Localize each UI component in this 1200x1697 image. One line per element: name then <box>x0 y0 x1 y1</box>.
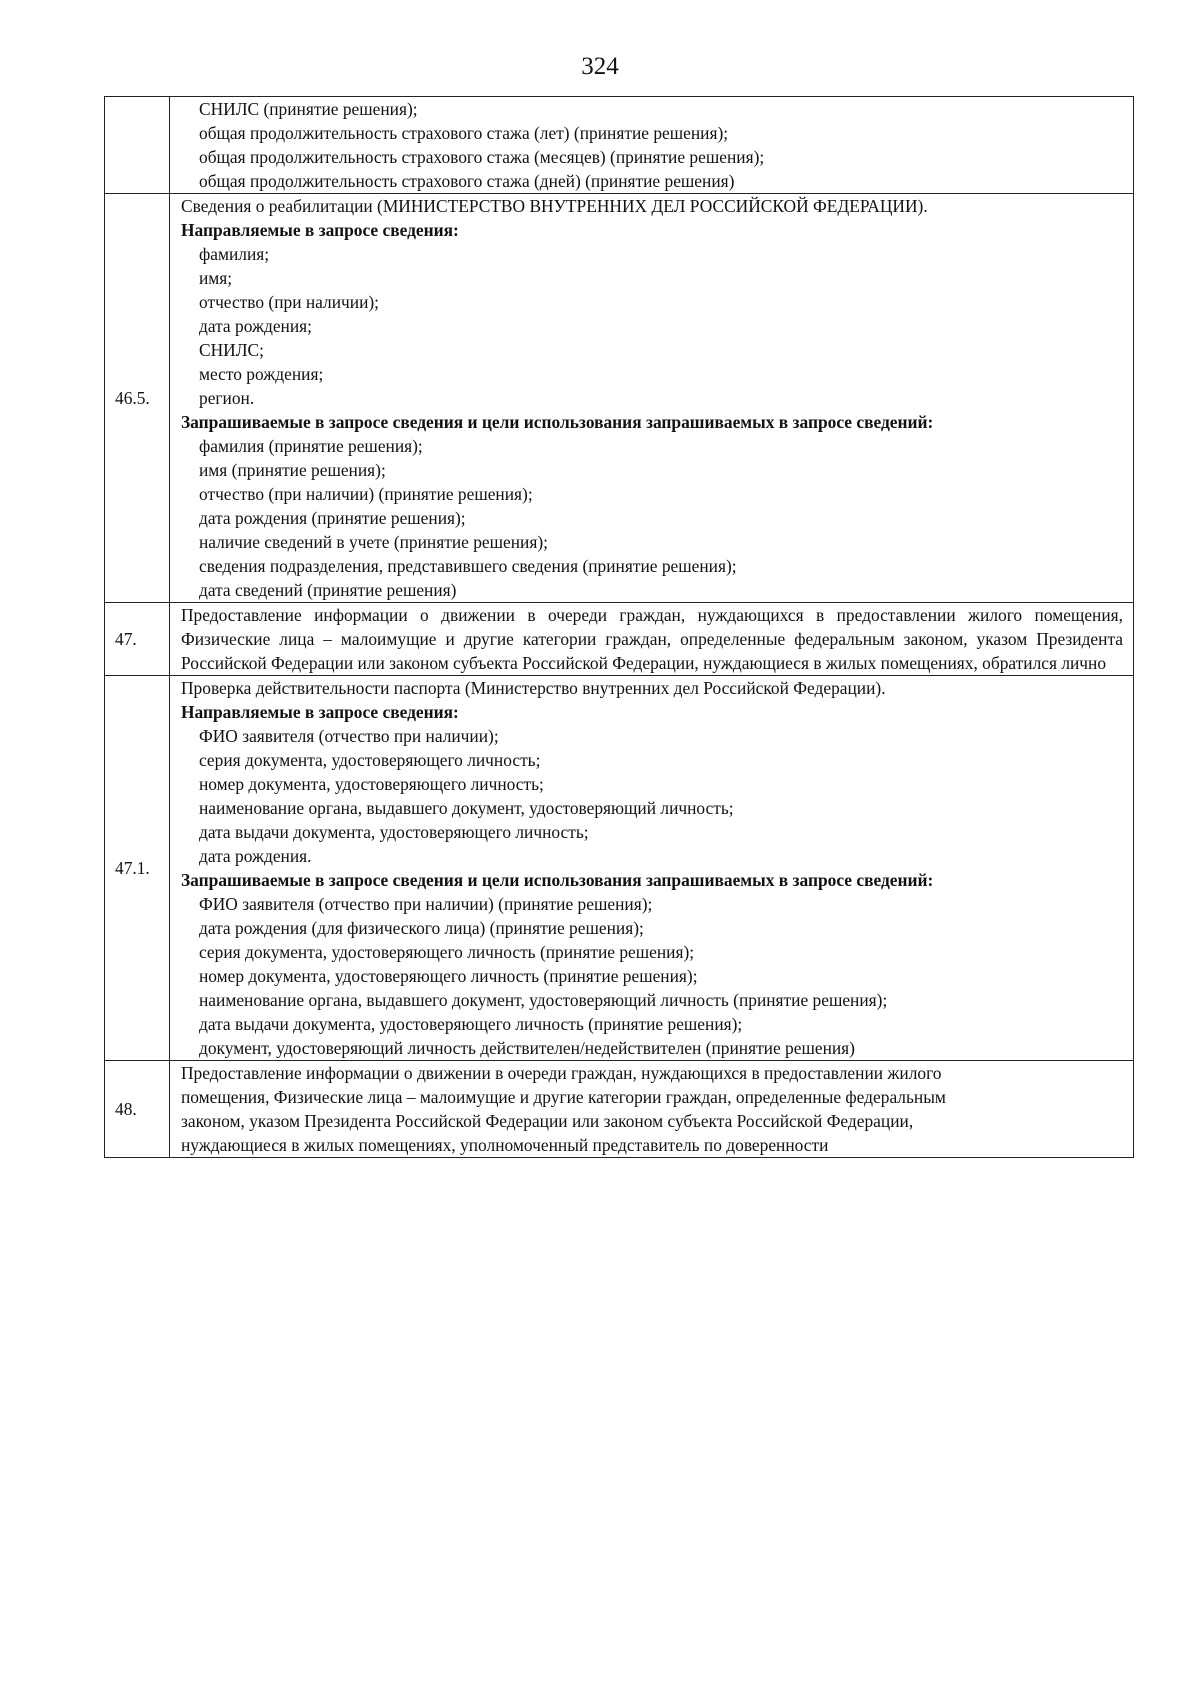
row-number: 47. <box>105 603 170 676</box>
list-item: серия документа, удостоверяющего личность (принятие решения); <box>199 942 695 962</box>
table-row <box>105 1061 1134 1158</box>
list-item: фамилия (принятие решения); <box>199 436 423 456</box>
list-item: общая продолжительность страхового стажа (лет) (принятие решения); <box>199 123 729 143</box>
list-item: фамилия; <box>199 244 270 264</box>
row-description-line: помещения, Физические лица – малоимущие и другие категории граждан, определенные федеральным <box>181 1087 946 1107</box>
row-title: Сведения о реабилитации (МИНИСТЕРСТВО ВНУТРЕННИХ ДЕЛ РОССИЙСКОЙ ФЕДЕРАЦИИ). <box>181 196 928 216</box>
row-number <box>105 97 170 194</box>
sent-header: Направляемые в запросе сведения: <box>181 220 459 240</box>
list-item: общая продолжительность страхового стажа (месяцев) (принятие решения); <box>199 147 765 167</box>
list-item: отчество (при наличии); <box>199 292 380 312</box>
list-item: дата рождения. <box>199 846 312 866</box>
list-item: дата выдачи документа, удостоверяющего личность (принятие решения); <box>199 1014 743 1034</box>
list-item: регион. <box>199 388 255 408</box>
row-title: Проверка действительности паспорта (Министерство внутренних дел Российской Федерации). <box>181 678 886 698</box>
list-item: документ, удостоверяющий личность действителен/недействителен (принятие решения) <box>199 1038 855 1058</box>
list-item: дата рождения; <box>199 316 312 336</box>
list-item: отчество (при наличии) (принятие решения); <box>199 484 533 504</box>
list-item: общая продолжительность страхового стажа (дней) (принятие решения) <box>199 171 735 191</box>
row-number: 47.1. <box>105 676 170 1061</box>
table-row <box>105 194 1134 603</box>
list-item: наименование органа, выдавшего документ, удостоверяющий личность; <box>199 798 734 818</box>
list-item: ФИО заявителя (отчество при наличии) (принятие решения); <box>199 894 653 914</box>
row-description-line: законом, указом Президента Российской Федерации или законом субъекта Российской Федерации, <box>181 1111 914 1131</box>
list-item: ФИО заявителя (отчество при наличии); <box>199 726 499 746</box>
list-item: дата рождения (для физического лица) (принятие решения); <box>199 918 644 938</box>
services-table <box>104 96 1134 1158</box>
table-row <box>105 676 1134 1061</box>
list-item: дата сведений (принятие решения) <box>199 580 457 600</box>
list-item: имя (принятие решения); <box>199 460 386 480</box>
table-row <box>105 603 1134 676</box>
list-item: номер документа, удостоверяющего личность; <box>199 774 544 794</box>
row-content <box>170 1061 1134 1158</box>
list-item: имя; <box>199 268 233 288</box>
row-number: 46.5. <box>105 194 170 603</box>
row-number: 48. <box>105 1061 170 1158</box>
row-content <box>170 194 1134 603</box>
requested-header: Запрашиваемые в запросе сведения и цели использования запрашиваемых в запросе сведений: <box>181 412 934 432</box>
list-item: дата выдачи документа, удостоверяющего личность; <box>199 822 589 842</box>
table-row <box>105 97 1134 194</box>
list-item: СНИЛС; <box>199 340 264 360</box>
list-item: СНИЛС (принятие решения); <box>199 99 418 119</box>
row-description: Предоставление информации о движении в очереди граждан, нуждающихся в предоставлении жилого помещения, Физические лица – малоимущие и другие категории граждан, определенные федеральным законом, указом Президента Российской Федерации или законом субъекта Российской Федерации, нуждающиеся в жилых помещениях, обратился лично <box>181 605 1123 673</box>
sent-header: Направляемые в запросе сведения: <box>181 702 459 722</box>
list-item: дата рождения (принятие решения); <box>199 508 466 528</box>
list-item: сведения подразделения, представившего сведения (принятие решения); <box>199 556 737 576</box>
row-content <box>170 97 1134 194</box>
row-content <box>170 603 1134 676</box>
list-item: наименование органа, выдавшего документ, удостоверяющий личность (принятие решения); <box>199 990 888 1010</box>
list-item: серия документа, удостоверяющего личность; <box>199 750 541 770</box>
list-item: место рождения; <box>199 364 324 384</box>
row-description-line: нуждающиеся в жилых помещениях, уполномоченный представитель по доверенности <box>181 1135 829 1155</box>
row-content <box>170 676 1134 1061</box>
requested-header: Запрашиваемые в запросе сведения и цели использования запрашиваемых в запросе сведений: <box>181 870 934 890</box>
row-description-line: Предоставление информации о движении в очереди граждан, нуждающихся в предоставлении жилого <box>181 1063 942 1083</box>
list-item: номер документа, удостоверяющего личность (принятие решения); <box>199 966 698 986</box>
page-number: 324 <box>581 53 619 80</box>
list-item: наличие сведений в учете (принятие решения); <box>199 532 548 552</box>
